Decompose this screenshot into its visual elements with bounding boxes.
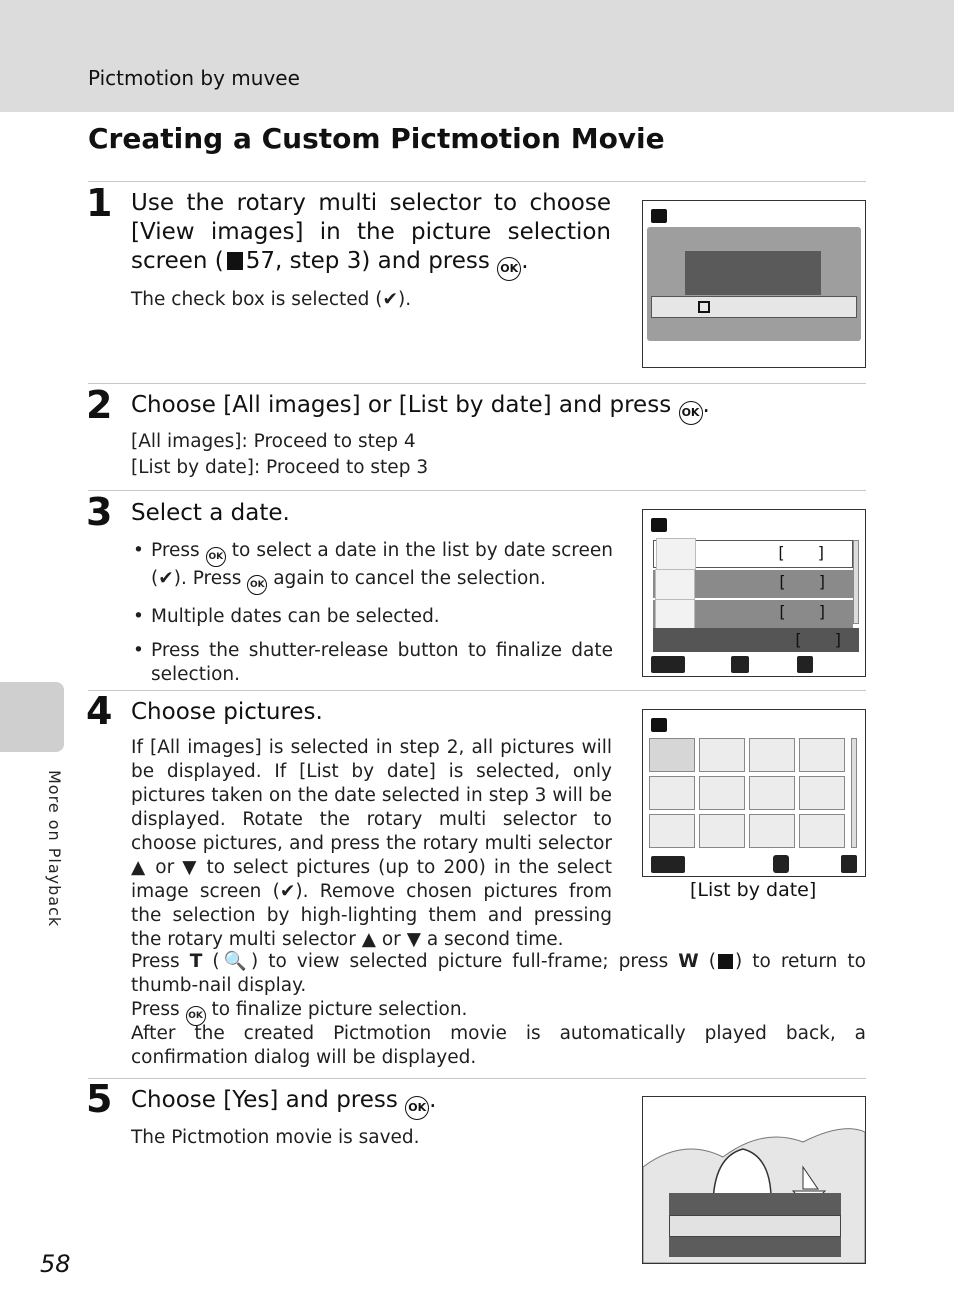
ok-button-icon: OK (405, 1096, 429, 1120)
paragraph-text: Press (131, 951, 180, 972)
step-heading (131, 189, 611, 281)
thumbnail (655, 599, 695, 631)
page-title: Creating a Custom Pictmotion Movie (88, 122, 665, 155)
bullet-item: • Multiple dates can be selected. (131, 605, 613, 629)
ok-button-icon (731, 656, 749, 673)
step-heading-text: Choose [Yes] and press (131, 1087, 398, 1113)
side-tab-label: More on Playback (45, 770, 64, 928)
up-arrow-icon: ▲ (361, 929, 376, 950)
divider (88, 383, 866, 384)
note-text: The check box is selected ( (131, 289, 383, 310)
step-paragraph: After the created Pictmotion movie is automatically played back, a confirmation dialog will be displayed. (131, 1023, 866, 1068)
date-list-row-selected (653, 540, 853, 568)
up-arrow-icon: ▲ (131, 857, 148, 878)
image-thumbnail (649, 776, 695, 810)
image-thumbnail (699, 776, 745, 810)
divider (88, 490, 866, 491)
section-label: Pictmotion by muvee (88, 66, 300, 90)
step-heading (131, 391, 851, 425)
scrollbar (853, 540, 859, 624)
step-line: [List by date]: Proceed to step 3 (131, 457, 429, 478)
figure-caption: [List by date] (690, 879, 817, 901)
date-bracket: [ ] (779, 572, 839, 591)
period: . (702, 392, 710, 418)
tele-button-label: T (189, 951, 203, 972)
period: . (429, 1087, 437, 1113)
paragraph-text: to select pictures (up to 200) in the select image screen ( (131, 857, 612, 902)
paragraph-text: If [All images] is selected in step 2, all pictures will be displayed. If [List by date] is selected, only pictures taken on the date selected in step 3 will be displayed. Rotate the rotary multi selector to choose pictures, and press the rotary multi selector (131, 737, 612, 854)
page-number: 58 (40, 1250, 71, 1278)
bullet-list (131, 539, 613, 687)
period: . (521, 248, 529, 274)
paragraph-text: Press (131, 999, 180, 1020)
date-bracket: [ ] (795, 630, 855, 649)
step-number: 3 (86, 490, 113, 534)
step-heading: Choose pictures. (131, 699, 323, 725)
ok-button-icon: OK (679, 401, 703, 425)
image-thumbnail (699, 738, 745, 772)
image-thumbnail (799, 814, 845, 848)
date-list-row (653, 600, 853, 628)
pictmotion-icon (651, 518, 667, 532)
step-number: 2 (86, 383, 113, 427)
pictmotion-icon (651, 209, 667, 223)
thumbnail (655, 569, 695, 601)
paragraph-text: ). Remove chosen pictures from the selection by high-lighting them and pressing the rotary multi selector (131, 881, 612, 950)
date-bracket: [ ] (779, 602, 839, 621)
reference-icon (227, 252, 243, 270)
step-number: 4 (86, 689, 113, 733)
menu-button-icon (651, 856, 685, 873)
ok-button-icon: OK (186, 1006, 206, 1026)
camera-screen-view-images (642, 200, 866, 368)
divider (88, 181, 866, 182)
bullet-text: ). Press (173, 568, 242, 589)
image-thumbnail (749, 738, 795, 772)
step-note: The Pictmotion movie is saved. (131, 1127, 420, 1148)
down-arrow-icon: ▼ (406, 929, 421, 950)
step-heading-text: Use the rotary multi selector to choose [View images] in the picture selection screen ( (131, 190, 611, 274)
step-number: 1 (86, 181, 113, 225)
checkbox-icon (698, 301, 710, 313)
image-thumbnail (749, 776, 795, 810)
paragraph-text: a second time. (426, 929, 564, 950)
thumbnail-icon (718, 954, 733, 969)
step-line: [All images]: Proceed to step 4 (131, 431, 416, 452)
zoom-icon: (🔍) (212, 951, 259, 972)
zoom-icon (841, 855, 857, 873)
step-heading-text: Choose [All images] or [List by date] and press (131, 392, 672, 418)
menu-button-icon (651, 656, 685, 673)
paragraph-text: to finalize picture selection. (211, 999, 468, 1020)
step-number: 5 (86, 1077, 113, 1121)
image-thumbnail (649, 814, 695, 848)
ok-button-icon: OK (206, 547, 226, 567)
step-paragraph: Press T (🔍) to view selected picture full-frame; press W ( ) to return to thumb-nail display. (131, 951, 866, 996)
step-note (131, 288, 601, 312)
pictmotion-icon (651, 718, 667, 732)
date-list-footer-row (653, 628, 859, 652)
up-down-icon (773, 855, 789, 873)
bullet-text: Press (151, 540, 200, 561)
image-thumbnail (699, 814, 745, 848)
paragraph-text: or (155, 857, 175, 878)
bullet-item: • Press the shutter-release button to finalize date selection. (131, 639, 613, 687)
header-band (0, 0, 954, 112)
selected-menu-row (651, 296, 857, 318)
bullet-item (131, 539, 613, 595)
wide-button-label: W (678, 951, 699, 972)
ok-button-icon: OK (247, 575, 267, 595)
thumbnail (656, 538, 696, 570)
image-thumbnail (749, 814, 795, 848)
dialog-selected-option (669, 1215, 841, 1237)
date-bracket: [ ] (778, 543, 838, 562)
shutter-icon (797, 656, 813, 673)
image-thumbnail (799, 776, 845, 810)
camera-screen-list-by-date (642, 509, 866, 677)
side-tab (0, 682, 64, 752)
menu-header-block (685, 251, 821, 295)
bullet-text: to select a date in the list by date screen ( (151, 540, 613, 589)
paragraph-text: or (381, 929, 401, 950)
check-icon: ✔ (158, 568, 174, 589)
bullet-list-container (131, 539, 613, 697)
camera-screen-select-images (642, 709, 866, 877)
down-arrow-icon: ▼ (182, 857, 199, 878)
check-icon: ✔ (382, 289, 399, 310)
date-list-row (653, 570, 853, 598)
step-heading: Select a date. (131, 500, 290, 526)
image-thumbnail (799, 738, 845, 772)
step-heading-ref: 57, step 3) and press (245, 248, 490, 274)
scrollbar (851, 738, 857, 848)
paragraph-text: to view selected picture full-frame; press (268, 951, 669, 972)
check-icon: ✔ (279, 881, 296, 902)
step-heading (131, 1086, 436, 1120)
divider (88, 1078, 866, 1079)
image-thumbnail (649, 738, 695, 772)
ok-button-icon: OK (497, 257, 521, 281)
note-text: ). (398, 289, 412, 310)
paragraph-text: ) to return to thumb-nail display. (131, 951, 866, 996)
bullet-text: again to cancel the selection. (273, 568, 546, 589)
step-paragraph (131, 736, 612, 952)
camera-screen-confirmation (642, 1096, 866, 1264)
